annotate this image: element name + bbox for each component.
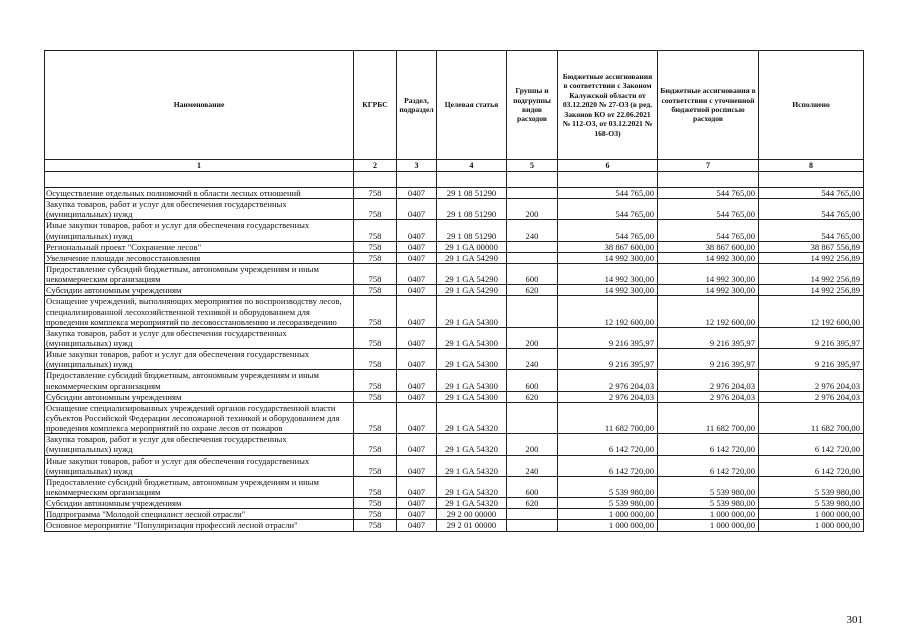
- row-budget-law: 14 992 300,00: [558, 252, 658, 263]
- table-row: [45, 509, 864, 520]
- row-expense-group: [507, 252, 558, 263]
- row-expense-group: 600: [507, 263, 558, 284]
- row-budget-schedule: 5 539 980,00: [658, 476, 759, 497]
- row-target-article: 29 1 08 51290: [437, 199, 507, 220]
- row-budget-law: 2 976 204,03: [558, 370, 658, 391]
- table-row: [45, 296, 864, 327]
- column-number: 5: [507, 160, 558, 172]
- row-section: 0407: [397, 220, 437, 241]
- budget-execution-table: [44, 50, 864, 532]
- column-number: 2: [354, 160, 397, 172]
- row-budget-schedule: 12 192 600,00: [658, 296, 759, 327]
- header-budget-schedule: Бюджетные ассигнования в соответствии с уточненной бюджетной росписью расходов: [658, 51, 759, 160]
- row-expense-group: 200: [507, 199, 558, 220]
- row-name: Иные закупки товаров, работ и услуг для обеспечения государственных (муниципальных) нужд: [45, 220, 354, 241]
- row-kgrbs: 758: [354, 455, 397, 476]
- table-row: [45, 188, 864, 199]
- row-section: 0407: [397, 370, 437, 391]
- row-budget-schedule: 1 000 000,00: [658, 520, 759, 531]
- row-expense-group: [507, 188, 558, 199]
- row-executed: 14 992 256,89: [759, 263, 864, 284]
- row-budget-schedule: 544 765,00: [658, 220, 759, 241]
- row-expense-group: 240: [507, 455, 558, 476]
- row-expense-group: 240: [507, 349, 558, 370]
- table-row: [45, 241, 864, 252]
- row-expense-group: [507, 296, 558, 327]
- column-number: 6: [558, 160, 658, 172]
- row-target-article: 29 1 GA 54320: [437, 476, 507, 497]
- row-target-article: 29 1 GA 54300: [437, 349, 507, 370]
- row-kgrbs: 758: [354, 199, 397, 220]
- row-kgrbs: 758: [354, 252, 397, 263]
- column-number-row: [45, 160, 864, 172]
- row-kgrbs: 758: [354, 263, 397, 284]
- row-expense-group: [507, 509, 558, 520]
- row-kgrbs: 758: [354, 327, 397, 348]
- row-executed: 5 539 980,00: [759, 476, 864, 497]
- row-target-article: 29 1 GA 54300: [437, 296, 507, 327]
- row-budget-schedule: 9 216 395,97: [658, 349, 759, 370]
- table-row: [45, 402, 864, 433]
- row-name: Иные закупки товаров, работ и услуг для обеспечения государственных (муниципальных) нужд: [45, 349, 354, 370]
- row-target-article: 29 1 08 51290: [437, 188, 507, 199]
- row-executed: 9 216 395,97: [759, 349, 864, 370]
- row-budget-schedule: 5 539 980,00: [658, 498, 759, 509]
- row-executed: 9 216 395,97: [759, 327, 864, 348]
- row-target-article: 29 1 GA 54290: [437, 263, 507, 284]
- row-budget-schedule: 38 867 600,00: [658, 241, 759, 252]
- header-executed: Исполнено: [759, 51, 864, 160]
- row-budget-law: 14 992 300,00: [558, 263, 658, 284]
- table-row: [45, 285, 864, 296]
- row-executed: 14 992 256,89: [759, 285, 864, 296]
- row-budget-law: 2 976 204,03: [558, 391, 658, 402]
- column-number: 1: [45, 160, 354, 172]
- row-target-article: 29 1 08 51290: [437, 220, 507, 241]
- row-section: 0407: [397, 285, 437, 296]
- row-expense-group: 200: [507, 327, 558, 348]
- row-budget-schedule: 2 976 204,03: [658, 370, 759, 391]
- row-budget-law: 544 765,00: [558, 220, 658, 241]
- row-section: 0407: [397, 476, 437, 497]
- table-row: [45, 391, 864, 402]
- column-number: 8: [759, 160, 864, 172]
- row-budget-law: 38 867 600,00: [558, 241, 658, 252]
- row-section: 0407: [397, 434, 437, 455]
- row-name: Региональный проект "Сохранение лесов": [45, 241, 354, 252]
- row-target-article: 29 2 01 00000: [437, 520, 507, 531]
- column-number: 4: [437, 160, 507, 172]
- row-budget-law: 6 142 720,00: [558, 455, 658, 476]
- row-budget-schedule: 1 000 000,00: [658, 509, 759, 520]
- row-budget-law: 9 216 395,97: [558, 349, 658, 370]
- table-row: [45, 199, 864, 220]
- row-kgrbs: 758: [354, 476, 397, 497]
- spacer-row: [45, 172, 864, 188]
- row-section: 0407: [397, 391, 437, 402]
- header-target-article: Целевая статья: [437, 51, 507, 160]
- row-kgrbs: 758: [354, 285, 397, 296]
- row-kgrbs: 758: [354, 241, 397, 252]
- row-expense-group: 620: [507, 498, 558, 509]
- row-name: Осуществление отдельных полномочий в области лесных отношений: [45, 188, 354, 199]
- row-name: Иные закупки товаров, работ и услуг для обеспечения государственных (муниципальных) нужд: [45, 455, 354, 476]
- column-number: 3: [397, 160, 437, 172]
- row-target-article: 29 1 GA 00000: [437, 241, 507, 252]
- row-name: Предоставление субсидий бюджетным, автономным учреждениям и иным некоммерческим организациям: [45, 370, 354, 391]
- row-executed: 1 000 000,00: [759, 509, 864, 520]
- row-budget-schedule: 14 992 300,00: [658, 252, 759, 263]
- row-name: Закупка товаров, работ и услуг для обеспечения государственных (муниципальных) нужд: [45, 199, 354, 220]
- row-kgrbs: 758: [354, 349, 397, 370]
- row-budget-schedule: 2 976 204,03: [658, 391, 759, 402]
- row-expense-group: 600: [507, 476, 558, 497]
- row-target-article: 29 1 GA 54300: [437, 370, 507, 391]
- row-executed: 5 539 980,00: [759, 498, 864, 509]
- header-section: Раздел, подраздел: [397, 51, 437, 160]
- row-executed: 11 682 700,00: [759, 402, 864, 433]
- row-name: Подпрограмма "Молодой специалист лесной отрасли": [45, 509, 354, 520]
- row-budget-schedule: 6 142 720,00: [658, 455, 759, 476]
- row-budget-law: 11 682 700,00: [558, 402, 658, 433]
- row-budget-schedule: 14 992 300,00: [658, 285, 759, 296]
- row-budget-law: 12 192 600,00: [558, 296, 658, 327]
- row-name: Оснащение учреждений, выполняющих мероприятия по воспроизводству лесов, специализированной лесохозяйственной техникой и оборудованием для проведения комплекса мероприятий по лесовосстановлению и лесоразведению: [45, 296, 354, 327]
- row-name: Закупка товаров, работ и услуг для обеспечения государственных (муниципальных) нужд: [45, 434, 354, 455]
- row-executed: 14 992 256,89: [759, 252, 864, 263]
- row-budget-law: 1 000 000,00: [558, 520, 658, 531]
- row-target-article: 29 1 GA 54290: [437, 252, 507, 263]
- row-section: 0407: [397, 199, 437, 220]
- table-row: [45, 455, 864, 476]
- row-target-article: 29 1 GA 54320: [437, 498, 507, 509]
- row-expense-group: [507, 402, 558, 433]
- table-row: [45, 520, 864, 531]
- row-budget-law: 6 142 720,00: [558, 434, 658, 455]
- row-budget-law: 544 765,00: [558, 188, 658, 199]
- row-section: 0407: [397, 455, 437, 476]
- row-budget-schedule: 6 142 720,00: [658, 434, 759, 455]
- row-expense-group: [507, 520, 558, 531]
- row-name: Основное мероприятие "Популяризация профессий лесной отрасли": [45, 520, 354, 531]
- row-kgrbs: 758: [354, 434, 397, 455]
- header-expense-groups: Группы и подгруппы видов расходов: [507, 51, 558, 160]
- row-kgrbs: 758: [354, 188, 397, 199]
- row-budget-law: 1 000 000,00: [558, 509, 658, 520]
- row-kgrbs: 758: [354, 520, 397, 531]
- table-row: [45, 349, 864, 370]
- table-row: [45, 476, 864, 497]
- row-section: 0407: [397, 509, 437, 520]
- row-section: 0407: [397, 296, 437, 327]
- page-number: 301: [846, 614, 863, 626]
- row-section: 0407: [397, 349, 437, 370]
- row-name: Предоставление субсидий бюджетным, автономным учреждениям и иным некоммерческим организациям: [45, 263, 354, 284]
- row-executed: 2 976 204,03: [759, 370, 864, 391]
- row-executed: 544 765,00: [759, 199, 864, 220]
- row-budget-law: 5 539 980,00: [558, 498, 658, 509]
- table-row: [45, 434, 864, 455]
- row-section: 0407: [397, 241, 437, 252]
- row-budget-law: 544 765,00: [558, 199, 658, 220]
- row-kgrbs: 758: [354, 220, 397, 241]
- row-budget-law: 5 539 980,00: [558, 476, 658, 497]
- row-target-article: 29 1 GA 54320: [437, 402, 507, 433]
- row-expense-group: 240: [507, 220, 558, 241]
- row-name: Оснащение специализированных учреждений органов государственной власти субъектов Российской Федерации лесопожарной техникой и оборудованием для проведения комплекса мероприятий по охране лесов от пожаров: [45, 402, 354, 433]
- row-kgrbs: 758: [354, 370, 397, 391]
- row-kgrbs: 758: [354, 296, 397, 327]
- row-budget-law: 14 992 300,00: [558, 285, 658, 296]
- row-section: 0407: [397, 498, 437, 509]
- row-budget-schedule: 9 216 395,97: [658, 327, 759, 348]
- row-budget-schedule: 11 682 700,00: [658, 402, 759, 433]
- table-row: [45, 327, 864, 348]
- row-target-article: 29 1 GA 54300: [437, 327, 507, 348]
- row-target-article: 29 1 GA 54320: [437, 434, 507, 455]
- row-executed: 38 867 556,89: [759, 241, 864, 252]
- row-budget-schedule: 544 765,00: [658, 188, 759, 199]
- row-target-article: 29 1 GA 54320: [437, 455, 507, 476]
- header-budget-law: Бюджетные ассигнования в соответствии с Законом Калужской области от 03.12.2020 № 27-ОЗ (в ред. Законов КО от 22.06.2021 № 112-ОЗ, от 03.12.2021 № 168-ОЗ): [558, 51, 658, 160]
- row-name: Субсидии автономным учреждениям: [45, 285, 354, 296]
- table-row: [45, 252, 864, 263]
- row-executed: 544 765,00: [759, 188, 864, 199]
- row-section: 0407: [397, 402, 437, 433]
- header-kgrbs: КГРБС: [354, 51, 397, 160]
- header-name: Наименование: [45, 51, 354, 160]
- row-executed: 544 765,00: [759, 220, 864, 241]
- row-section: 0407: [397, 188, 437, 199]
- row-target-article: 29 2 00 00000: [437, 509, 507, 520]
- row-executed: 2 976 204,03: [759, 391, 864, 402]
- row-name: Увеличение площади лесовосстановления: [45, 252, 354, 263]
- row-executed: 1 000 000,00: [759, 520, 864, 531]
- row-section: 0407: [397, 327, 437, 348]
- row-name: Субсидии автономным учреждениям: [45, 498, 354, 509]
- table-header-row: [45, 51, 864, 160]
- row-executed: 6 142 720,00: [759, 455, 864, 476]
- row-name: Закупка товаров, работ и услуг для обеспечения государственных (муниципальных) нужд: [45, 327, 354, 348]
- row-expense-group: 200: [507, 434, 558, 455]
- row-budget-schedule: 544 765,00: [658, 199, 759, 220]
- table-row: [45, 498, 864, 509]
- row-section: 0407: [397, 252, 437, 263]
- row-executed: 6 142 720,00: [759, 434, 864, 455]
- row-section: 0407: [397, 520, 437, 531]
- row-name: Субсидии автономным учреждениям: [45, 391, 354, 402]
- table-row: [45, 263, 864, 284]
- row-target-article: 29 1 GA 54290: [437, 285, 507, 296]
- row-expense-group: 620: [507, 285, 558, 296]
- table-row: [45, 370, 864, 391]
- table-row: [45, 220, 864, 241]
- row-kgrbs: 758: [354, 509, 397, 520]
- row-name: Предоставление субсидий бюджетным, автономным учреждениям и иным некоммерческим организациям: [45, 476, 354, 497]
- row-expense-group: 620: [507, 391, 558, 402]
- row-kgrbs: 758: [354, 391, 397, 402]
- row-kgrbs: 758: [354, 402, 397, 433]
- row-budget-schedule: 14 992 300,00: [658, 263, 759, 284]
- row-kgrbs: 758: [354, 498, 397, 509]
- column-number: 7: [658, 160, 759, 172]
- row-expense-group: [507, 241, 558, 252]
- row-budget-law: 9 216 395,97: [558, 327, 658, 348]
- row-target-article: 29 1 GA 54300: [437, 391, 507, 402]
- row-executed: 12 192 600,00: [759, 296, 864, 327]
- row-section: 0407: [397, 263, 437, 284]
- row-expense-group: 600: [507, 370, 558, 391]
